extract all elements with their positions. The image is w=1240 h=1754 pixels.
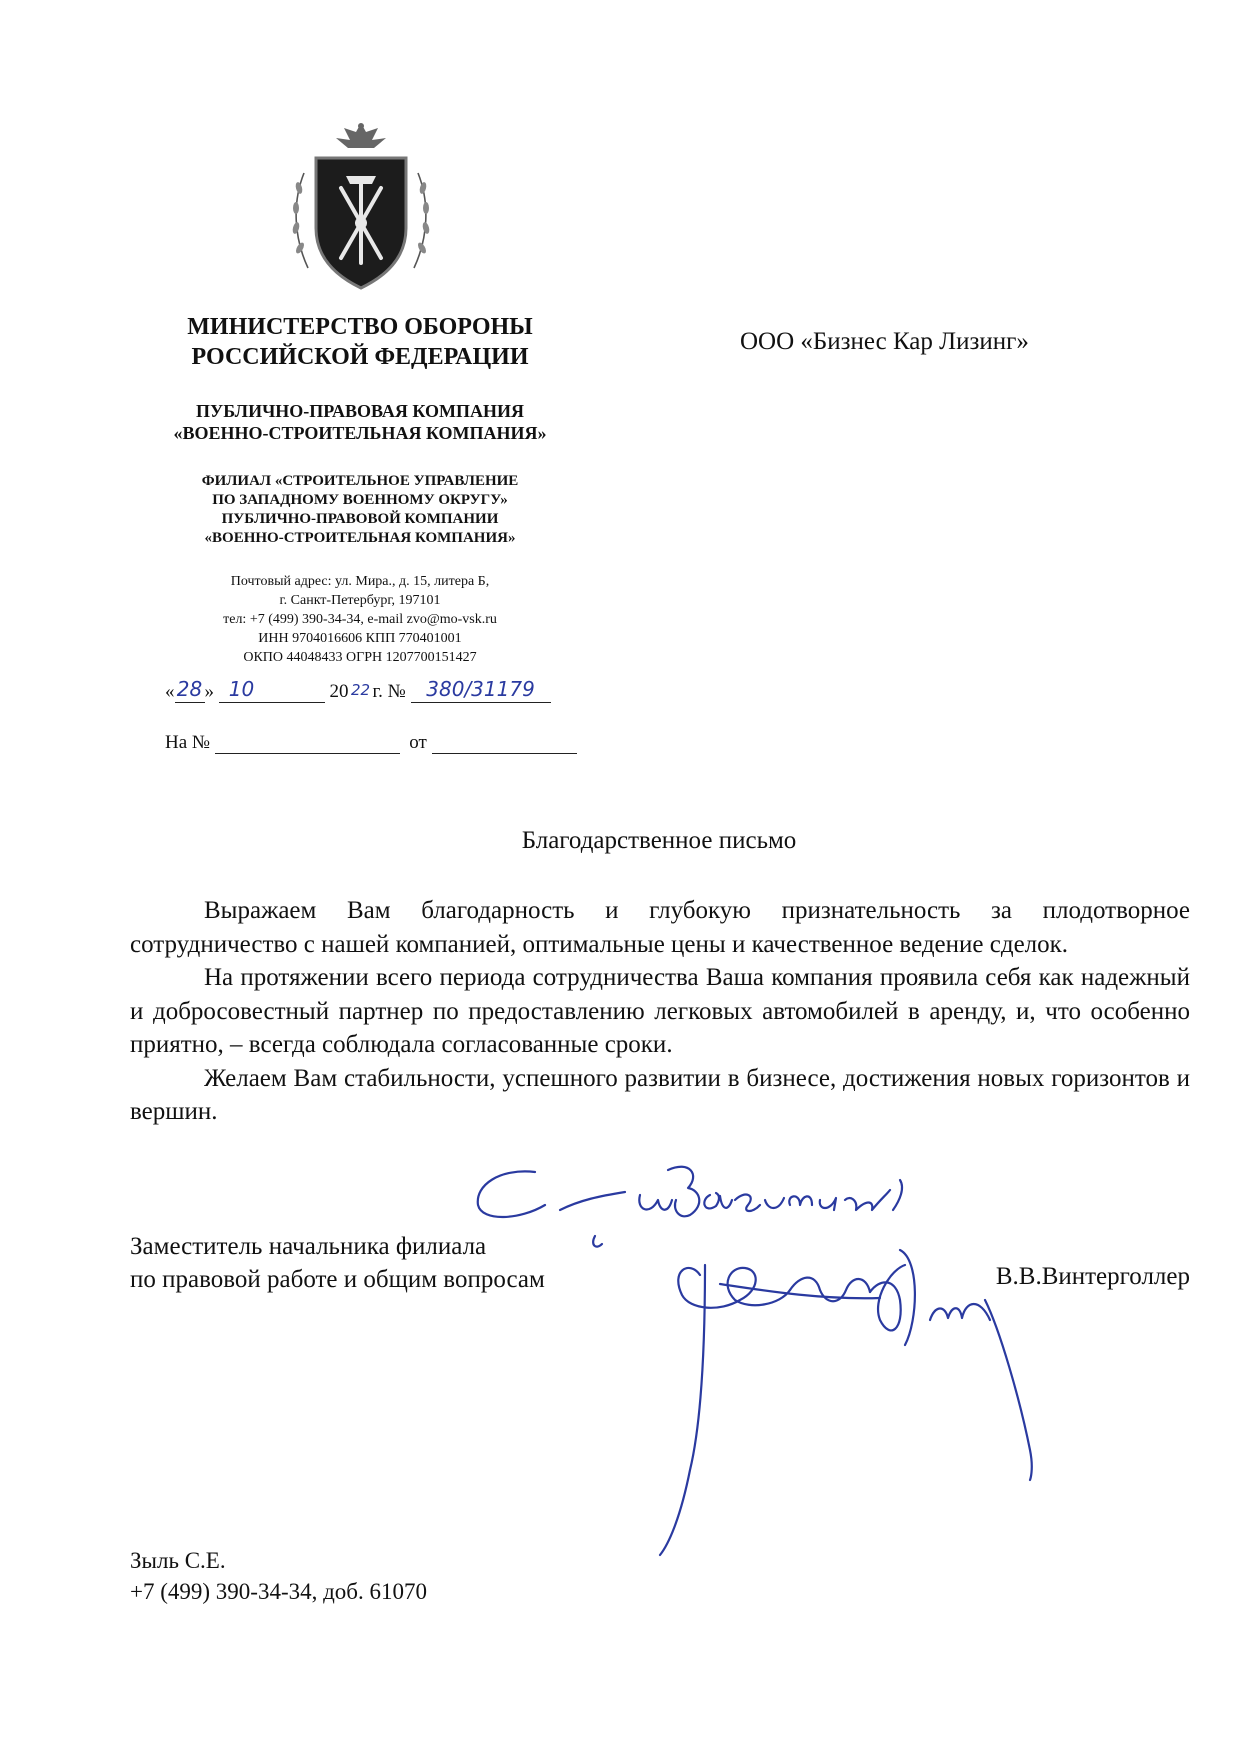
body-paragraph: Выражаем Вам благодарность и глубокую признательность за плодотворное сотрудничество с нашей компанией, оптимальные цены и качественное ведение сделок. [130,897,1190,958]
day-handwritten: 28 [176,677,203,701]
executor-info [130,1545,427,1607]
ministry-line-1: МИНИСТЕРСТВО ОБОРОНЫ [187,314,533,340]
number-handwritten: 380/31179 [426,677,535,701]
body-paragraph: Желаем Вам стабильности, успешного развитии в бизнесе, достижения новых горизонтов и вершин. [130,1064,1190,1125]
company-name [130,400,590,444]
on-no-label: На № [165,732,211,753]
company-line-1: ПУБЛИЧНО-ПРАВОВАЯ КОМПАНИЯ [196,401,524,421]
open-quote: « [165,681,175,702]
ministry-line-2: РОССИЙСКОЙ ФЕДЕРАЦИИ [191,344,529,370]
executor-phone: +7 (499) 390-34-34, доб. 61070 [130,1579,428,1604]
body-paragraph: На протяжении всего периода сотрудничества Ваша компания проявила себя как надежный и добросовестный партнер по предоставлению легковых автомобилей в аренду, и, что особенно приятно, – всегда соблюдала согласованные сроки. [130,964,1190,1058]
recipient: ООО «Бизнес Кар Лизинг» [740,328,1029,355]
signatory-title [130,1230,545,1296]
branch-line: ФИЛИАЛ «СТРОИТЕЛЬНОЕ УПРАВЛЕНИЕ [201,473,519,489]
year-prefix: 20 [329,681,349,702]
number-field [411,677,551,703]
month-handwritten: 10 [228,677,255,701]
postal-address: Почтовый адрес: ул. Мира., д. 15, литера Б, [230,574,490,589]
branch-name [130,472,590,548]
letter-subject: Благодарственное письмо [521,827,797,854]
close-quote: » [204,681,214,702]
reference-number-blank [215,735,400,754]
number-label: № [387,681,406,702]
inn-kpp: ИНН 9704016606 КПП 770401001 [258,631,462,646]
contact-details [130,572,590,667]
phone-email: тел: +7 (499) 390-34-34, e-mail zvo@mo-vsk.ru [223,612,497,627]
year-handwritten: 22 [350,681,371,699]
date-number-line [165,677,551,703]
okpo-ogrn: ОКПО 44048433 ОГРН 1207700151427 [243,650,477,665]
from-label: от [409,732,427,753]
branch-line: ПО ЗАПАДНОМУ ВОЕННОМУ ОКРУГУ» [212,492,508,508]
year-field [349,681,373,703]
signatory-title-line-2: по правовой работе и общим вопросам [130,1266,545,1293]
reference-date-blank [432,735,577,754]
company-line-2: «ВОЕННО-СТРОИТЕЛЬНАЯ КОМПАНИЯ» [173,423,547,443]
letterhead [130,312,590,667]
coat-of-arms-emblem [286,118,436,298]
city-address: г. Санкт-Петербург, 197101 [279,593,441,608]
branch-line: «ВОЕННО-СТРОИТЕЛЬНАЯ КОМПАНИЯ» [204,530,516,546]
day-field [175,677,205,703]
letter-body [130,894,1190,1129]
branch-line: ПУБЛИЧНО-ПРАВОВОЙ КОМПАНИИ [221,511,499,527]
signatory-title-line-1: Заместитель начальника филиала [130,1233,487,1260]
signatory-name: В.В.Винтерголлер [995,1263,1190,1290]
year-label: г. [372,681,383,702]
month-field [219,677,325,703]
executor-name: Зыль С.Е. [130,1548,226,1573]
reference-line [165,732,577,754]
